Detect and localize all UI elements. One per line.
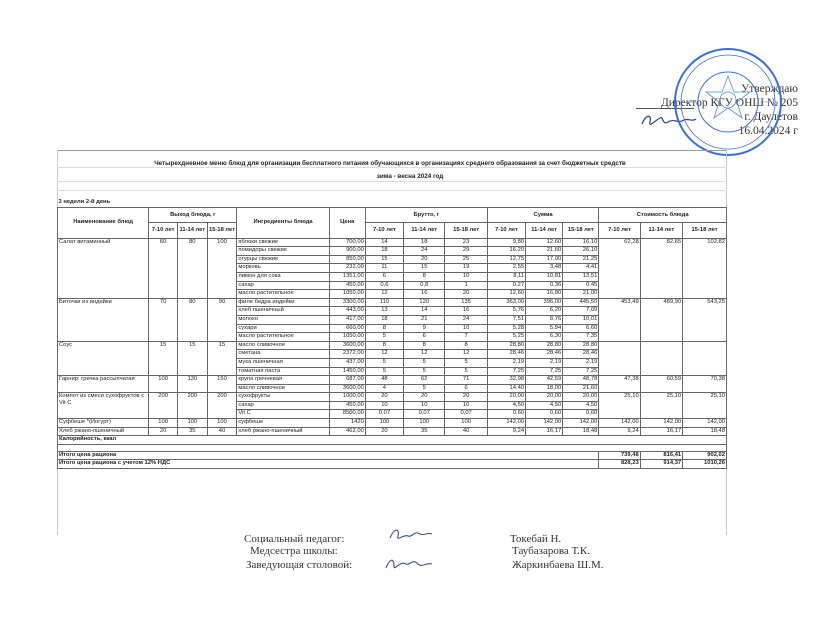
gross-weight: 110 xyxy=(365,298,403,307)
ingredient-sum: 7,25 xyxy=(563,367,599,376)
ingredient-price: 417,00 xyxy=(329,315,365,324)
dish-name: Биточки из индейки xyxy=(58,298,149,341)
dish-name: Компот из смеси сухофруктов с Vit C xyxy=(58,393,149,419)
ingredient-sum: 363,00 xyxy=(487,298,525,307)
gross-weight: 20 xyxy=(404,255,445,264)
gross-weight: 5 xyxy=(365,333,403,342)
ingredient-price: 687,00 xyxy=(329,376,365,385)
blank-row xyxy=(58,444,727,451)
header-age: 15-18 лет xyxy=(445,223,487,239)
gross-weight: 9 xyxy=(404,324,445,333)
ingredient-sum: 0,45 xyxy=(563,281,599,290)
gross-weight: 20 xyxy=(365,427,403,436)
gross-weight: 8 xyxy=(404,341,445,350)
header-sum: Сумма xyxy=(487,207,598,223)
ingredient-name: сахар xyxy=(237,401,329,410)
gross-weight: 20 xyxy=(404,393,445,402)
ingredient-name: сухари xyxy=(237,324,329,333)
signature-role: Заведующая столовой: xyxy=(246,559,353,571)
gross-weight: 5 xyxy=(445,358,487,367)
ingredient-sum: 21,00 xyxy=(563,290,599,299)
gross-weight: 8 xyxy=(365,341,403,350)
dish-cost: 489,90 xyxy=(640,298,682,341)
ingredient-sum: 21,60 xyxy=(563,384,599,393)
gross-weight: 40 xyxy=(445,427,487,436)
ingredient-sum: 6,20 xyxy=(526,307,563,316)
pedagogue-signature xyxy=(388,526,434,546)
approval-line-1: Утверждаю xyxy=(741,83,798,95)
ingredient-sum: 142,00 xyxy=(526,419,563,428)
dish-name: Гарнир: гречка рассыпчатая xyxy=(58,376,149,393)
ingredient-price: 443,00 xyxy=(329,307,365,316)
dish-output: 15 xyxy=(207,341,237,375)
gross-weight: 11 xyxy=(365,264,403,273)
header-age: 15-18 лет xyxy=(207,223,237,239)
ingredient-sum: 17,00 xyxy=(526,255,563,264)
ingredient-sum: 2,55 xyxy=(487,264,525,273)
ingredient-sum: 7,25 xyxy=(487,367,525,376)
calories-row xyxy=(58,436,727,445)
gross-weight: 10 xyxy=(445,272,487,281)
ingredient-sum: 4,41 xyxy=(563,264,599,273)
ingredient-sum: 4,50 xyxy=(563,401,599,410)
ingredient-name: сахар xyxy=(237,281,329,290)
dish-cost: 70,38 xyxy=(683,376,727,393)
ingredient-price: 1351,00 xyxy=(329,272,365,281)
gross-weight: 10 xyxy=(404,401,445,410)
gross-weight: 14 xyxy=(404,307,445,316)
dish-name: Салат витаминный xyxy=(58,238,149,298)
ingredient-sum: 5,25 xyxy=(487,333,525,342)
ingredient-sum: 0,60 xyxy=(526,410,563,419)
gross-weight: 20 xyxy=(365,393,403,402)
gross-weight: 21 xyxy=(404,315,445,324)
total-vat-label: Итого цена рациона с учетом 12% НДС xyxy=(58,460,599,469)
ingredient-sum: 7,25 xyxy=(526,367,563,376)
table-row xyxy=(58,298,727,307)
header-age: 11-14 лет xyxy=(640,223,682,239)
gross-weight: 23 xyxy=(445,238,487,247)
ingredient-sum: 18,48 xyxy=(563,427,599,436)
grid-line xyxy=(57,190,725,191)
ingredient-name: хлеб ржано-пшеничный xyxy=(237,427,329,436)
ingredient-sum: 28,80 xyxy=(487,341,525,350)
ingredient-sum: 21,25 xyxy=(563,255,599,264)
dish-cost: 102,82 xyxy=(683,238,727,298)
ingredient-price: 450,00 xyxy=(329,401,365,410)
ingredient-name: лимон для сока xyxy=(237,272,329,281)
dish-output: 15 xyxy=(149,341,178,375)
gross-weight: 0,07 xyxy=(365,410,403,419)
ingredient-price: 1050,00 xyxy=(329,333,365,342)
ingredient-name: масло растительное xyxy=(237,333,329,342)
official-stamp xyxy=(672,46,784,158)
calories-label: Калорийность, ккал xyxy=(58,436,727,445)
ingredient-price: 462,00 xyxy=(329,427,365,436)
ingredient-sum: 14,40 xyxy=(487,384,525,393)
gross-weight: 24 xyxy=(445,315,487,324)
table-row xyxy=(58,419,727,428)
gross-weight: 5 xyxy=(404,367,445,376)
table-row xyxy=(58,427,727,436)
ingredient-sum: 2,19 xyxy=(487,358,525,367)
ingredient-price: 700,00 xyxy=(329,238,365,247)
total-value: 914,37 xyxy=(640,460,682,469)
gross-weight: 18 xyxy=(404,238,445,247)
ingredient-price: 660,00 xyxy=(329,324,365,333)
header-age: 15-18 лет xyxy=(683,223,727,239)
ingredient-price: 232,00 xyxy=(329,264,365,273)
signature-name: Жаркинбаева Ш.М. xyxy=(512,559,604,571)
header-row xyxy=(58,207,727,223)
dish-output: 200 xyxy=(149,393,178,419)
ingredient-sum: 6,60 xyxy=(563,324,599,333)
dish-cost: 82,65 xyxy=(640,238,682,298)
header-age: 11-14 лет xyxy=(404,223,445,239)
ingredient-sum: 5,94 xyxy=(526,324,563,333)
gross-weight: 5 xyxy=(404,358,445,367)
dish-output: 90 xyxy=(207,298,237,341)
ingredient-sum: 0,60 xyxy=(487,410,525,419)
ingredient-name: томатная паста xyxy=(237,367,329,376)
table-row xyxy=(58,341,727,350)
ingredient-name: крупа гречневая xyxy=(237,376,329,385)
week-day-row xyxy=(58,199,727,207)
gross-weight: 16 xyxy=(404,290,445,299)
header-age: 7-10 лет xyxy=(149,223,178,239)
dish-output: 100 xyxy=(149,376,178,393)
gross-weight: 12 xyxy=(404,350,445,359)
dish-cost: 62,28 xyxy=(599,238,640,298)
ingredient-name: Vit C xyxy=(237,410,329,419)
ingredient-sum: 16,10 xyxy=(563,238,599,247)
gross-weight: 12 xyxy=(365,290,403,299)
gross-weight: 8 xyxy=(404,272,445,281)
gross-weight: 48 xyxy=(365,376,403,385)
gross-weight: 1 xyxy=(445,281,487,290)
ingredient-sum: 142,00 xyxy=(487,419,525,428)
ingredient-price: 8500,00 xyxy=(329,410,365,419)
ingredient-sum: 16,80 xyxy=(526,290,563,299)
header-age: 11-14 лет xyxy=(526,223,563,239)
header-age: 11-14 лет xyxy=(177,223,207,239)
ingredient-sum: 5,28 xyxy=(487,324,525,333)
gross-weight: 5 xyxy=(365,358,403,367)
ingredient-sum: 28,80 xyxy=(563,341,599,350)
age-header-row xyxy=(58,223,727,239)
dish-cost: 142,00 xyxy=(640,419,682,428)
document-title: Четырехдневное меню блюд для организации бесплатного питания обучающихся в организациях среднего образования за счет бюджетных средств xyxy=(154,160,626,167)
ingredient-sum: 20,00 xyxy=(526,393,563,402)
ingredient-sum: 2,19 xyxy=(563,358,599,367)
dish-name: Хлеб ржано-пшеничный xyxy=(58,427,149,436)
gross-weight: 100 xyxy=(365,419,403,428)
dish-cost: 60,59 xyxy=(640,376,682,393)
dish-output: 130 xyxy=(177,376,207,393)
dish-cost: 25,10 xyxy=(683,393,727,419)
dish-output: 200 xyxy=(177,393,207,419)
gross-weight: 18 xyxy=(365,247,403,256)
ingredient-price: 3300,00 xyxy=(329,298,365,307)
dish-cost: 453,49 xyxy=(599,298,640,341)
approval-line-4: 16.04.2024 г xyxy=(738,125,798,137)
signature-name: Токебай Н. xyxy=(510,533,562,545)
gross-weight: 8 xyxy=(365,324,403,333)
ingredient-sum: 9,24 xyxy=(487,427,525,436)
ingredient-name: сухофрукты xyxy=(237,393,329,402)
gross-weight: 19 xyxy=(445,264,487,273)
dish-output: 100 xyxy=(207,419,237,428)
header-age: 7-10 лет xyxy=(487,223,525,239)
gross-weight: 13 xyxy=(365,307,403,316)
ingredient-sum: 6,30 xyxy=(526,333,563,342)
dish-cost: 9,24 xyxy=(599,427,640,436)
signature-role: Медсестра школы: xyxy=(250,545,338,557)
dish-cost: 18,48 xyxy=(683,427,727,436)
gross-weight: 4 xyxy=(365,384,403,393)
header-age: 15-18 лет xyxy=(563,223,599,239)
ingredient-sum: 0,60 xyxy=(563,410,599,419)
gross-weight: 62 xyxy=(404,376,445,385)
gross-weight: 14 xyxy=(365,238,403,247)
signature-canteen-head xyxy=(244,559,664,575)
gross-weight: 8 xyxy=(445,341,487,350)
week-day-label: 3 недели 2-й день xyxy=(58,199,727,207)
ingredient-price: 1000,00 xyxy=(329,393,365,402)
gross-weight: 5 xyxy=(404,384,445,393)
total-value: 816,41 xyxy=(640,451,682,460)
gross-weight: 6 xyxy=(365,272,403,281)
dish-output: 60 xyxy=(149,238,178,298)
ingredient-name: мука пшеничная xyxy=(237,358,329,367)
ingredient-sum: 445,50 xyxy=(563,298,599,307)
ingredient-sum: 20,00 xyxy=(487,393,525,402)
ingredient-name: хлеб пшеничный xyxy=(237,307,329,316)
dish-output: 35 xyxy=(177,427,207,436)
dish-name: Соус xyxy=(58,341,149,375)
table-row xyxy=(58,376,727,385)
gross-weight: 120 xyxy=(404,298,445,307)
signature-role: Социальный педагог: xyxy=(244,533,345,545)
ingredient-sum: 396,00 xyxy=(526,298,563,307)
dish-cost: 543,25 xyxy=(683,298,727,341)
dish-output: 150 xyxy=(207,376,237,393)
ingredient-sum: 3,48 xyxy=(526,264,563,273)
ingredient-sum: 32,98 xyxy=(487,376,525,385)
ingredient-price: 850,00 xyxy=(329,255,365,264)
ingredient-sum: 8,11 xyxy=(487,272,525,281)
ingredient-sum: 9,80 xyxy=(487,238,525,247)
gross-weight: 16 xyxy=(445,307,487,316)
ingredient-name: масло сливочное xyxy=(237,341,329,350)
gross-weight: 6 xyxy=(404,333,445,342)
dish-cost: 142,00 xyxy=(599,419,640,428)
signature-name: Таубазарова Т.К. xyxy=(512,545,590,557)
total-value: 828,23 xyxy=(599,460,640,469)
ingredient-sum: 2,19 xyxy=(526,358,563,367)
gross-weight: 5 xyxy=(445,367,487,376)
approval-line-3: г. Даулетов xyxy=(744,111,798,123)
ingredient-sum: 12,75 xyxy=(487,255,525,264)
ingredient-name: сметана xyxy=(237,350,329,359)
gross-weight: 10 xyxy=(365,401,403,410)
gross-weight: 135 xyxy=(445,298,487,307)
ingredient-sum: 4,50 xyxy=(526,401,563,410)
gross-weight: 71 xyxy=(445,376,487,385)
ingredient-sum: 48,78 xyxy=(563,376,599,385)
dish-output: 200 xyxy=(207,393,237,419)
header-ingredients: Ингредиенты блюда xyxy=(237,207,329,238)
ingredient-sum: 0,27 xyxy=(487,281,525,290)
ingredient-price: 450,00 xyxy=(329,281,365,290)
dish-output: 100 xyxy=(177,419,207,428)
dish-cost xyxy=(683,341,727,375)
grid-line xyxy=(57,181,725,182)
ingredient-sum: 20,00 xyxy=(563,393,599,402)
header-cost: Стоимость блюда xyxy=(599,207,727,223)
gross-weight: 15 xyxy=(365,255,403,264)
ingredient-price: 900,00 xyxy=(329,247,365,256)
gross-weight: 0,07 xyxy=(404,410,445,419)
dish-cost xyxy=(640,341,682,375)
ingredient-name: помидоры свежие xyxy=(237,247,329,256)
ingredient-sum: 4,50 xyxy=(487,401,525,410)
dish-output: 80 xyxy=(177,298,207,341)
dish-cost: 25,10 xyxy=(640,393,682,419)
total-value: 739,48 xyxy=(599,451,640,460)
ingredient-sum: 16,20 xyxy=(487,247,525,256)
ingredient-sum: 21,60 xyxy=(526,247,563,256)
ingredient-sum: 0,36 xyxy=(526,281,563,290)
ingredient-name: филе бедра индейки xyxy=(237,298,329,307)
gross-weight: 35 xyxy=(404,427,445,436)
dish-output: 70 xyxy=(149,298,178,341)
ingredient-sum: 5,76 xyxy=(487,307,525,316)
ingredient-price: 2372,00 xyxy=(329,350,365,359)
ingredient-name: яблоки свежие xyxy=(237,238,329,247)
gross-weight: 100 xyxy=(404,419,445,428)
ingredient-name: масло растительное xyxy=(237,290,329,299)
ingredient-sum: 12,60 xyxy=(526,238,563,247)
gross-weight: 18 xyxy=(365,315,403,324)
dish-cost: 47,38 xyxy=(599,376,640,393)
ingredient-name: суфбеше xyxy=(237,419,329,428)
dish-output: 80 xyxy=(177,238,207,298)
gross-weight: 20 xyxy=(445,290,487,299)
ingredient-price: 1420 xyxy=(329,419,365,428)
gross-weight: 0,6 xyxy=(365,281,403,290)
ingredient-price: 1050,00 xyxy=(329,290,365,299)
header-price: Цена xyxy=(329,207,365,238)
gross-weight: 7 xyxy=(445,333,487,342)
ingredient-sum: 12,60 xyxy=(487,290,525,299)
dish-cost: 142,00 xyxy=(683,419,727,428)
total-value: 1010,26 xyxy=(683,460,727,469)
gross-weight: 12 xyxy=(445,350,487,359)
ingredient-sum: 8,76 xyxy=(526,315,563,324)
header-age: 7-10 лет xyxy=(599,223,640,239)
header-age: 7-10 лет xyxy=(365,223,403,239)
total-row xyxy=(58,451,727,460)
ingredient-sum: 42,59 xyxy=(526,376,563,385)
table-row xyxy=(58,393,727,402)
ingredient-sum: 16,17 xyxy=(526,427,563,436)
gross-weight: 25 xyxy=(445,255,487,264)
gross-weight: 20 xyxy=(445,393,487,402)
ingredient-sum: 28,46 xyxy=(526,350,563,359)
gross-weight: 10 xyxy=(445,401,487,410)
ingredient-sum: 142,00 xyxy=(563,419,599,428)
ingredient-price: 1450,00 xyxy=(329,367,365,376)
ingredient-name: морковь xyxy=(237,264,329,273)
gross-weight: 29 xyxy=(445,247,487,256)
dish-output: 15 xyxy=(177,341,207,375)
ingredient-sum: 13,51 xyxy=(563,272,599,281)
canteen-head-signature xyxy=(384,554,434,576)
ingredient-name: масло сливочное xyxy=(237,384,329,393)
total-vat-row xyxy=(58,460,727,469)
ingredient-sum: 26,10 xyxy=(563,247,599,256)
ingredient-sum: 28,80 xyxy=(526,341,563,350)
dish-name: Суфбеше *(Йогурт) xyxy=(58,419,149,428)
menu-table xyxy=(57,199,727,469)
ingredient-name: огурцы свежие xyxy=(237,255,329,264)
ingredient-sum: 10,81 xyxy=(526,272,563,281)
document-subtitle: зима - весна 2024 год xyxy=(376,173,444,180)
ingredient-sum: 28,46 xyxy=(487,350,525,359)
header-gross: Брутто, г xyxy=(365,207,487,223)
gross-weight: 0,07 xyxy=(445,410,487,419)
gross-weight: 5 xyxy=(365,367,403,376)
gross-weight: 0,8 xyxy=(404,281,445,290)
header-dish: Наименование блюд xyxy=(58,207,149,238)
gross-weight: 12 xyxy=(365,350,403,359)
ingredient-sum: 10,01 xyxy=(563,315,599,324)
dish-cost xyxy=(599,341,640,375)
dish-output: 100 xyxy=(149,419,178,428)
gross-weight: 100 xyxy=(445,419,487,428)
ingredient-name: молоко xyxy=(237,315,329,324)
gross-weight: 15 xyxy=(404,264,445,273)
ingredient-sum: 28,46 xyxy=(563,350,599,359)
ingredient-sum: 7,51 xyxy=(487,315,525,324)
gross-weight: 10 xyxy=(445,324,487,333)
total-label: Итого цена рациона xyxy=(58,451,599,460)
total-value: 902,02 xyxy=(683,451,727,460)
table-row xyxy=(58,238,727,247)
dish-output: 20 xyxy=(149,427,178,436)
gross-weight: 6 xyxy=(445,384,487,393)
dish-output: 40 xyxy=(207,427,237,436)
header-output: Выход блюда, г xyxy=(149,207,237,223)
ingredient-sum: 7,09 xyxy=(563,307,599,316)
dish-cost: 16,17 xyxy=(640,427,682,436)
approval-line-2: Директор КГУ ОНШ № 205 xyxy=(660,97,798,109)
dish-output: 100 xyxy=(207,238,237,298)
ingredient-price: 3600,00 xyxy=(329,384,365,393)
ingredient-sum: 7,35 xyxy=(563,333,599,342)
ingredient-price: 3600,00 xyxy=(329,341,365,350)
dish-cost: 25,10 xyxy=(599,393,640,419)
gross-weight: 24 xyxy=(404,247,445,256)
ingredient-sum: 18,00 xyxy=(526,384,563,393)
ingredient-price: 437,00 xyxy=(329,358,365,367)
